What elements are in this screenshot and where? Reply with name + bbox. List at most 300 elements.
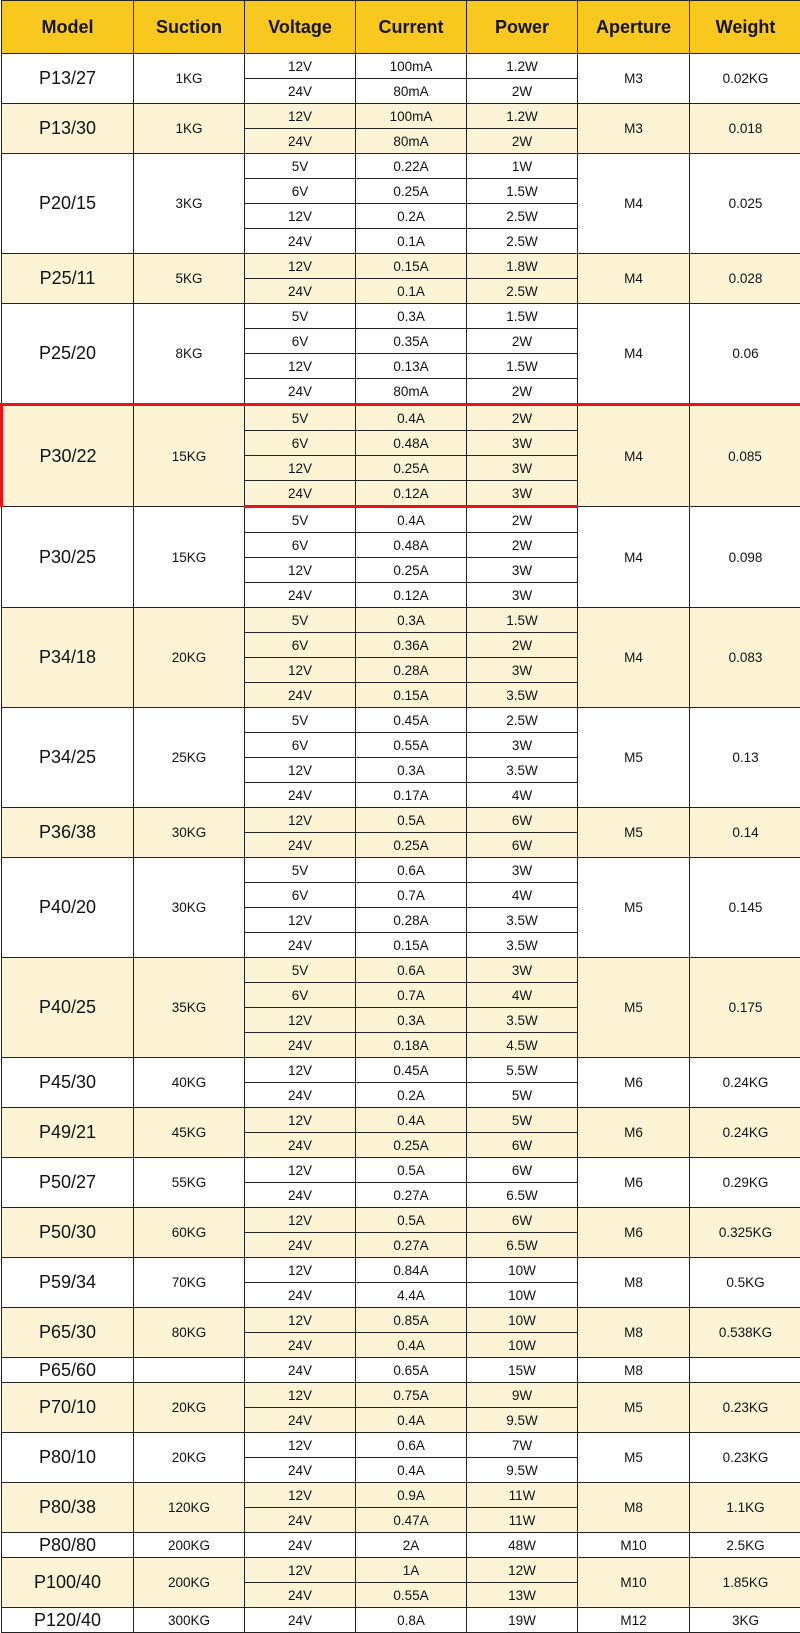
suction-cell: [134, 1358, 245, 1383]
voltage-cell: 5V: [245, 858, 356, 883]
voltage-cell: 24V: [245, 1333, 356, 1358]
power-cell: 1.8W: [467, 254, 578, 279]
header-aperture: Aperture: [578, 1, 690, 54]
voltage-cell: 24V: [245, 1183, 356, 1208]
header-model: Model: [2, 1, 134, 54]
current-cell: 0.27A: [356, 1233, 467, 1258]
voltage-cell: 24V: [245, 1083, 356, 1108]
weight-cell: 0.02KG: [690, 54, 800, 104]
current-cell: 0.7A: [356, 883, 467, 908]
suction-cell: 8KG: [134, 304, 245, 405]
power-cell: 6W: [467, 833, 578, 858]
power-cell: 9W: [467, 1383, 578, 1408]
model-cell: P30/22: [2, 405, 134, 507]
weight-cell: 0.083: [690, 608, 800, 708]
table-row: [2, 304, 800, 329]
suction-cell: 20KG: [134, 1383, 245, 1433]
aperture-cell: M3: [578, 104, 690, 154]
weight-cell: 2.5KG: [690, 1533, 800, 1558]
weight-cell: 0.14: [690, 808, 800, 858]
voltage-cell: 24V: [245, 1033, 356, 1058]
voltage-cell: 12V: [245, 104, 356, 129]
voltage-cell: 12V: [245, 1258, 356, 1283]
current-cell: 0.15A: [356, 254, 467, 279]
table-row: [2, 1158, 800, 1183]
power-cell: 11W: [467, 1508, 578, 1533]
power-cell: 1.2W: [467, 54, 578, 79]
current-cell: 0.55A: [356, 733, 467, 758]
current-cell: 0.3A: [356, 304, 467, 329]
model-cell: P100/40: [2, 1558, 134, 1608]
voltage-cell: 24V: [245, 1233, 356, 1258]
power-cell: 3W: [467, 456, 578, 481]
suction-cell: 20KG: [134, 1433, 245, 1483]
power-cell: 1W: [467, 154, 578, 179]
model-cell: P65/60: [2, 1358, 134, 1383]
suction-cell: 15KG: [134, 507, 245, 608]
suction-cell: 60KG: [134, 1208, 245, 1258]
power-cell: 2W: [467, 129, 578, 154]
suction-cell: 30KG: [134, 808, 245, 858]
current-cell: 0.55A: [356, 1583, 467, 1608]
voltage-cell: 5V: [245, 405, 356, 431]
current-cell: 4.4A: [356, 1283, 467, 1308]
voltage-cell: 12V: [245, 658, 356, 683]
table-row: [2, 1258, 800, 1283]
current-cell: 0.18A: [356, 1033, 467, 1058]
model-cell: P80/38: [2, 1483, 134, 1533]
power-cell: 6.5W: [467, 1233, 578, 1258]
current-cell: 0.5A: [356, 1208, 467, 1233]
table-row: [2, 254, 800, 279]
aperture-cell: M4: [578, 254, 690, 304]
power-cell: 3.5W: [467, 1008, 578, 1033]
current-cell: 0.25A: [356, 558, 467, 583]
voltage-cell: 24V: [245, 1583, 356, 1608]
current-cell: 0.22A: [356, 154, 467, 179]
current-cell: 0.3A: [356, 758, 467, 783]
model-cell: P40/25: [2, 958, 134, 1058]
aperture-cell: M8: [578, 1358, 690, 1383]
current-cell: 0.4A: [356, 507, 467, 533]
table-row: [2, 1208, 800, 1233]
table-row: [2, 507, 800, 533]
voltage-cell: 5V: [245, 154, 356, 179]
voltage-cell: 24V: [245, 1508, 356, 1533]
power-cell: 2W: [467, 533, 578, 558]
aperture-cell: M5: [578, 1383, 690, 1433]
voltage-cell: 12V: [245, 204, 356, 229]
current-cell: 2A: [356, 1533, 467, 1558]
voltage-cell: 24V: [245, 933, 356, 958]
power-cell: 48W: [467, 1533, 578, 1558]
voltage-cell: 5V: [245, 304, 356, 329]
voltage-cell: 12V: [245, 1433, 356, 1458]
suction-cell: 200KG: [134, 1558, 245, 1608]
weight-cell: 0.085: [690, 405, 800, 507]
voltage-cell: 12V: [245, 354, 356, 379]
power-cell: 3.5W: [467, 683, 578, 708]
power-cell: 3.5W: [467, 933, 578, 958]
suction-cell: 45KG: [134, 1108, 245, 1158]
voltage-cell: 24V: [245, 1283, 356, 1308]
aperture-cell: M5: [578, 958, 690, 1058]
weight-cell: 0.538KG: [690, 1308, 800, 1358]
suction-cell: 15KG: [134, 405, 245, 507]
model-cell: P80/80: [2, 1533, 134, 1558]
table-row: [2, 1533, 800, 1558]
model-cell: P25/11: [2, 254, 134, 304]
current-cell: 0.1A: [356, 229, 467, 254]
current-cell: 0.3A: [356, 608, 467, 633]
voltage-cell: 6V: [245, 733, 356, 758]
aperture-cell: M5: [578, 858, 690, 958]
suction-cell: 1KG: [134, 54, 245, 104]
power-cell: 15W: [467, 1358, 578, 1383]
power-cell: 10W: [467, 1333, 578, 1358]
weight-cell: 0.24KG: [690, 1058, 800, 1108]
suction-cell: 40KG: [134, 1058, 245, 1108]
power-cell: 10W: [467, 1308, 578, 1333]
power-cell: 11W: [467, 1483, 578, 1508]
voltage-cell: 24V: [245, 79, 356, 104]
power-cell: 7W: [467, 1433, 578, 1458]
weight-cell: 1.85KG: [690, 1558, 800, 1608]
current-cell: 0.25A: [356, 456, 467, 481]
weight-cell: 0.06: [690, 304, 800, 405]
table-row: [2, 54, 800, 79]
current-cell: 0.5A: [356, 1158, 467, 1183]
table-row: [2, 1358, 800, 1383]
current-cell: 0.27A: [356, 1183, 467, 1208]
power-cell: 9.5W: [467, 1458, 578, 1483]
power-cell: 3W: [467, 481, 578, 507]
current-cell: 0.25A: [356, 179, 467, 204]
suction-cell: 300KG: [134, 1608, 245, 1633]
voltage-cell: 6V: [245, 533, 356, 558]
table-row: [2, 708, 800, 733]
voltage-cell: 12V: [245, 254, 356, 279]
current-cell: 0.84A: [356, 1258, 467, 1283]
power-cell: 10W: [467, 1283, 578, 1308]
aperture-cell: M4: [578, 507, 690, 608]
current-cell: 0.4A: [356, 1108, 467, 1133]
header-voltage: Voltage: [245, 1, 356, 54]
weight-cell: 1.1KG: [690, 1483, 800, 1533]
weight-cell: 0.025: [690, 154, 800, 254]
voltage-cell: 24V: [245, 129, 356, 154]
spec-table-body: [2, 54, 800, 1633]
current-cell: 0.36A: [356, 633, 467, 658]
header-row: [2, 1, 800, 54]
table-row: [2, 1108, 800, 1133]
header-weight: Weight: [690, 1, 800, 54]
power-cell: 2W: [467, 405, 578, 431]
voltage-cell: 24V: [245, 229, 356, 254]
power-cell: 4W: [467, 783, 578, 808]
power-cell: 2W: [467, 507, 578, 533]
power-cell: 3W: [467, 858, 578, 883]
table-row: [2, 1308, 800, 1333]
power-cell: 6W: [467, 808, 578, 833]
current-cell: 0.28A: [356, 658, 467, 683]
power-cell: 3W: [467, 733, 578, 758]
aperture-cell: M5: [578, 1433, 690, 1483]
current-cell: 0.4A: [356, 1408, 467, 1433]
current-cell: 80mA: [356, 79, 467, 104]
current-cell: 80mA: [356, 129, 467, 154]
voltage-cell: 5V: [245, 708, 356, 733]
current-cell: 0.7A: [356, 983, 467, 1008]
aperture-cell: M5: [578, 808, 690, 858]
power-cell: 1.5W: [467, 354, 578, 379]
power-cell: 12W: [467, 1558, 578, 1583]
voltage-cell: 5V: [245, 507, 356, 533]
current-cell: 0.48A: [356, 431, 467, 456]
model-cell: P50/27: [2, 1158, 134, 1208]
current-cell: 0.47A: [356, 1508, 467, 1533]
suction-cell: 20KG: [134, 608, 245, 708]
model-cell: P40/20: [2, 858, 134, 958]
current-cell: 0.3A: [356, 1008, 467, 1033]
table-row: [2, 608, 800, 633]
power-cell: 4.5W: [467, 1033, 578, 1058]
voltage-cell: 12V: [245, 1058, 356, 1083]
current-cell: 0.4A: [356, 1458, 467, 1483]
power-cell: 5W: [467, 1108, 578, 1133]
voltage-cell: 12V: [245, 758, 356, 783]
current-cell: 0.8A: [356, 1608, 467, 1633]
table-row: [2, 1433, 800, 1458]
current-cell: 0.15A: [356, 683, 467, 708]
aperture-cell: M10: [578, 1533, 690, 1558]
weight-cell: [690, 1358, 800, 1383]
voltage-cell: 6V: [245, 883, 356, 908]
power-cell: 19W: [467, 1608, 578, 1633]
model-cell: P120/40: [2, 1608, 134, 1633]
current-cell: 0.25A: [356, 1133, 467, 1158]
model-cell: P50/30: [2, 1208, 134, 1258]
power-cell: 1.5W: [467, 179, 578, 204]
current-cell: 0.6A: [356, 958, 467, 983]
voltage-cell: 12V: [245, 808, 356, 833]
model-cell: P80/10: [2, 1433, 134, 1483]
model-cell: P65/30: [2, 1308, 134, 1358]
current-cell: 0.9A: [356, 1483, 467, 1508]
current-cell: 0.1A: [356, 279, 467, 304]
power-cell: 9.5W: [467, 1408, 578, 1433]
current-cell: 0.48A: [356, 533, 467, 558]
aperture-cell: M4: [578, 608, 690, 708]
voltage-cell: 24V: [245, 379, 356, 405]
aperture-cell: M8: [578, 1483, 690, 1533]
voltage-cell: 24V: [245, 1358, 356, 1383]
table-row: [2, 958, 800, 983]
header-power: Power: [467, 1, 578, 54]
voltage-cell: 6V: [245, 633, 356, 658]
power-cell: 1.2W: [467, 104, 578, 129]
power-cell: 3W: [467, 558, 578, 583]
power-cell: 2W: [467, 633, 578, 658]
power-cell: 2.5W: [467, 279, 578, 304]
current-cell: 0.75A: [356, 1383, 467, 1408]
current-cell: 0.25A: [356, 833, 467, 858]
power-cell: 4W: [467, 883, 578, 908]
model-cell: P20/15: [2, 154, 134, 254]
current-cell: 0.2A: [356, 1083, 467, 1108]
weight-cell: 0.29KG: [690, 1158, 800, 1208]
voltage-cell: 24V: [245, 1133, 356, 1158]
aperture-cell: M12: [578, 1608, 690, 1633]
voltage-cell: 24V: [245, 583, 356, 608]
voltage-cell: 24V: [245, 1533, 356, 1558]
voltage-cell: 24V: [245, 1408, 356, 1433]
suction-cell: 3KG: [134, 154, 245, 254]
current-cell: 0.13A: [356, 354, 467, 379]
voltage-cell: 24V: [245, 481, 356, 507]
suction-cell: 35KG: [134, 958, 245, 1058]
suction-cell: 1KG: [134, 104, 245, 154]
aperture-cell: M6: [578, 1108, 690, 1158]
aperture-cell: M5: [578, 708, 690, 808]
weight-cell: 0.13: [690, 708, 800, 808]
model-cell: P25/20: [2, 304, 134, 405]
suction-cell: 200KG: [134, 1533, 245, 1558]
current-cell: 0.45A: [356, 708, 467, 733]
aperture-cell: M4: [578, 304, 690, 405]
model-cell: P34/18: [2, 608, 134, 708]
current-cell: 0.15A: [356, 933, 467, 958]
current-cell: 0.12A: [356, 583, 467, 608]
current-cell: 0.65A: [356, 1358, 467, 1383]
weight-cell: 0.5KG: [690, 1258, 800, 1308]
voltage-cell: 24V: [245, 1458, 356, 1483]
header-suction: Suction: [134, 1, 245, 54]
table-row: [2, 154, 800, 179]
aperture-cell: M6: [578, 1158, 690, 1208]
aperture-cell: M4: [578, 154, 690, 254]
power-cell: 4W: [467, 983, 578, 1008]
voltage-cell: 24V: [245, 783, 356, 808]
voltage-cell: 12V: [245, 1308, 356, 1333]
current-cell: 1A: [356, 1558, 467, 1583]
current-cell: 0.45A: [356, 1058, 467, 1083]
power-cell: 13W: [467, 1583, 578, 1608]
voltage-cell: 12V: [245, 1558, 356, 1583]
voltage-cell: 12V: [245, 1008, 356, 1033]
suction-cell: 25KG: [134, 708, 245, 808]
aperture-cell: M6: [578, 1058, 690, 1108]
aperture-cell: M8: [578, 1258, 690, 1308]
aperture-cell: M10: [578, 1558, 690, 1608]
weight-cell: 0.145: [690, 858, 800, 958]
weight-cell: 0.23KG: [690, 1433, 800, 1483]
current-cell: 0.5A: [356, 808, 467, 833]
power-cell: 3W: [467, 958, 578, 983]
voltage-cell: 6V: [245, 329, 356, 354]
current-cell: 0.4A: [356, 1333, 467, 1358]
table-row: [2, 1383, 800, 1408]
weight-cell: 0.028: [690, 254, 800, 304]
voltage-cell: 12V: [245, 1108, 356, 1133]
model-cell: P13/27: [2, 54, 134, 104]
model-cell: P70/10: [2, 1383, 134, 1433]
power-cell: 6W: [467, 1133, 578, 1158]
power-cell: 1.5W: [467, 304, 578, 329]
aperture-cell: M8: [578, 1308, 690, 1358]
weight-cell: 0.098: [690, 507, 800, 608]
model-cell: P45/30: [2, 1058, 134, 1108]
weight-cell: 3KG: [690, 1608, 800, 1633]
power-cell: 6.5W: [467, 1183, 578, 1208]
table-row: [2, 808, 800, 833]
current-cell: 0.17A: [356, 783, 467, 808]
model-cell: P13/30: [2, 104, 134, 154]
power-cell: 2.5W: [467, 229, 578, 254]
model-cell: P30/25: [2, 507, 134, 608]
current-cell: 0.35A: [356, 329, 467, 354]
current-cell: 0.12A: [356, 481, 467, 507]
table-row: [2, 858, 800, 883]
voltage-cell: 6V: [245, 179, 356, 204]
table-row: [2, 1558, 800, 1583]
table-row: [2, 405, 800, 431]
power-cell: 10W: [467, 1258, 578, 1283]
model-cell: P49/21: [2, 1108, 134, 1158]
power-cell: 5W: [467, 1083, 578, 1108]
voltage-cell: 6V: [245, 983, 356, 1008]
suction-cell: 5KG: [134, 254, 245, 304]
voltage-cell: 12V: [245, 1483, 356, 1508]
power-cell: 2.5W: [467, 204, 578, 229]
suction-cell: 120KG: [134, 1483, 245, 1533]
weight-cell: 0.24KG: [690, 1108, 800, 1158]
power-cell: 2.5W: [467, 708, 578, 733]
voltage-cell: 12V: [245, 54, 356, 79]
current-cell: 0.6A: [356, 858, 467, 883]
voltage-cell: 12V: [245, 456, 356, 481]
voltage-cell: 5V: [245, 958, 356, 983]
current-cell: 0.4A: [356, 405, 467, 431]
model-cell: P59/34: [2, 1258, 134, 1308]
table-row: [2, 1058, 800, 1083]
table-row: [2, 1483, 800, 1508]
weight-cell: 0.175: [690, 958, 800, 1058]
aperture-cell: M3: [578, 54, 690, 104]
voltage-cell: 12V: [245, 1383, 356, 1408]
current-cell: 100mA: [356, 104, 467, 129]
power-cell: 3.5W: [467, 758, 578, 783]
weight-cell: 0.23KG: [690, 1383, 800, 1433]
power-cell: 3W: [467, 583, 578, 608]
aperture-cell: M6: [578, 1208, 690, 1258]
current-cell: 100mA: [356, 54, 467, 79]
voltage-cell: 12V: [245, 558, 356, 583]
voltage-cell: 24V: [245, 683, 356, 708]
voltage-cell: 5V: [245, 608, 356, 633]
voltage-cell: 12V: [245, 1208, 356, 1233]
voltage-cell: 12V: [245, 1158, 356, 1183]
aperture-cell: M4: [578, 405, 690, 507]
model-cell: P34/25: [2, 708, 134, 808]
header-current: Current: [356, 1, 467, 54]
voltage-cell: 24V: [245, 279, 356, 304]
voltage-cell: 12V: [245, 908, 356, 933]
suction-cell: 30KG: [134, 858, 245, 958]
current-cell: 0.2A: [356, 204, 467, 229]
current-cell: 0.85A: [356, 1308, 467, 1333]
power-cell: 2W: [467, 329, 578, 354]
